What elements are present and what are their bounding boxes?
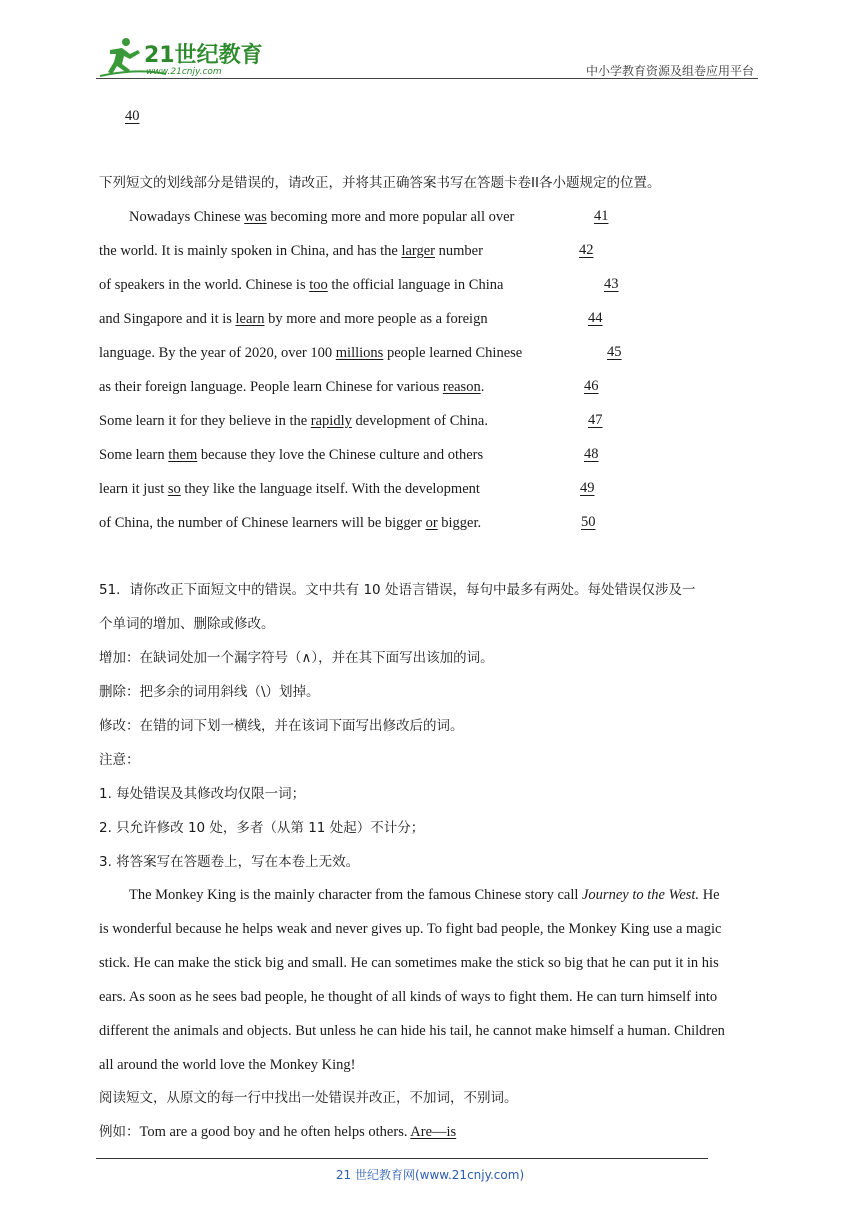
passage-line-44: and Singapore and it is learn by more and more people as a foreign: [99, 311, 488, 327]
passage-line-46: as their foreign language. People learn Chinese for various reason.: [99, 379, 485, 395]
footer-divider: [96, 1158, 708, 1159]
story-line-3: stick. He can make the stick big and small. He can sometimes make the stick so big that he can put it in his: [99, 955, 719, 971]
rule-delete: 删除：把多余的词用斜线（\）划掉。: [99, 684, 320, 700]
passage-line-42: the world. It is mainly spoken in China, and has the larger number: [99, 243, 483, 259]
question-51-line-1: 51．请你改正下面短文中的错误。文中共有 10 处语言错误，每句中最多有两处。每处错误仅涉及一: [99, 582, 696, 598]
platform-name: 中小学教育资源及组卷应用平台: [585, 64, 754, 78]
section-a-instruction: 下列短文的划线部分是错误的，请改正，并将其正确答案书写在答题卡卷II各小题规定的位置。: [99, 175, 661, 191]
passage-line-43: of speakers in the world. Chinese is too the official language in China: [99, 277, 504, 293]
page-header: [96, 34, 758, 78]
header-divider: [96, 78, 758, 79]
answer-blank-49: 49: [580, 480, 595, 496]
note-1: 1. 每处错误及其修改均仅限一词；: [99, 786, 306, 802]
answer-blank-44: 44: [588, 310, 603, 326]
passage-line-49: learn it just so they like the language itself. With the development: [99, 481, 480, 497]
note-2: 2. 只允许修改 10 处，多者（从第 11 处起）不计分；: [99, 820, 425, 836]
reading-instruction: 阅读短文，从原文的每一行中找出一处错误并改正，不加词，不别词。: [99, 1090, 518, 1106]
passage-line-48: Some learn them because they love the Chinese culture and others: [99, 447, 484, 463]
rule-add: 增加：在缺词处加一个漏字符号（∧），并在其下面写出该加的词。: [99, 650, 494, 666]
answer-blank-43: 43: [604, 276, 619, 292]
answer-blank-48: 48: [584, 446, 599, 462]
story-line-4: ears. As soon as he sees bad people, he thought of all kinds of ways to fight them. He can turn himself into: [99, 989, 718, 1005]
question-51-line-2: 个单词的增加、删除或修改。: [99, 616, 275, 632]
runner-logo-icon: [96, 34, 266, 78]
story-line-5: different the animals and objects. But unless he can hide his tail, he cannot make himself a human. Children: [99, 1023, 725, 1039]
rule-modify: 修改：在错的词下划一横线，并在该词下面写出修改后的词。: [99, 718, 464, 734]
passage-line-45: language. By the year of 2020, over 100 millions people learned Chinese: [99, 345, 523, 361]
svg-text:21世纪教育: 21世纪教育: [144, 43, 263, 68]
answer-blank-40: 40: [125, 108, 140, 124]
passage-line-41: Nowadays Chinese was becoming more and more popular all over: [129, 209, 515, 225]
passage-line-47: Some learn it for they believe in the rapidly development of China.: [99, 413, 488, 429]
answer-blank-45: 45: [607, 344, 622, 360]
note-heading: 注意：: [99, 752, 140, 768]
note-3: 3. 将答案写在答题卷上，写在本卷上无效。: [99, 854, 360, 870]
site-logo: [96, 34, 266, 78]
answer-blank-41: 41: [594, 208, 609, 224]
story-line-6: all around the world love the Monkey King!: [99, 1057, 356, 1073]
answer-blank-47: 47: [588, 412, 603, 428]
page-footer[interactable]: 21 世纪教育网(www.21cnjy.com): [335, 1168, 525, 1182]
story-line-2: is wonderful because he helps weak and never gives up. To fight bad people, the Monkey King use a magic: [99, 921, 722, 937]
answer-blank-42: 42: [579, 242, 594, 258]
story-line-1: The Monkey King is the mainly character from the famous Chinese story call Journey to the West. He: [129, 887, 720, 903]
answer-blank-46: 46: [584, 378, 599, 394]
answer-blank-50: 50: [581, 514, 596, 530]
passage-line-50: of China, the number of Chinese learners will be bigger or bigger.: [99, 515, 482, 531]
svg-text:www.21cnjy.com: www.21cnjy.com: [146, 67, 222, 77]
example-line: 例如：Tom are a good boy and he often helps others. Are—is: [99, 1124, 457, 1140]
